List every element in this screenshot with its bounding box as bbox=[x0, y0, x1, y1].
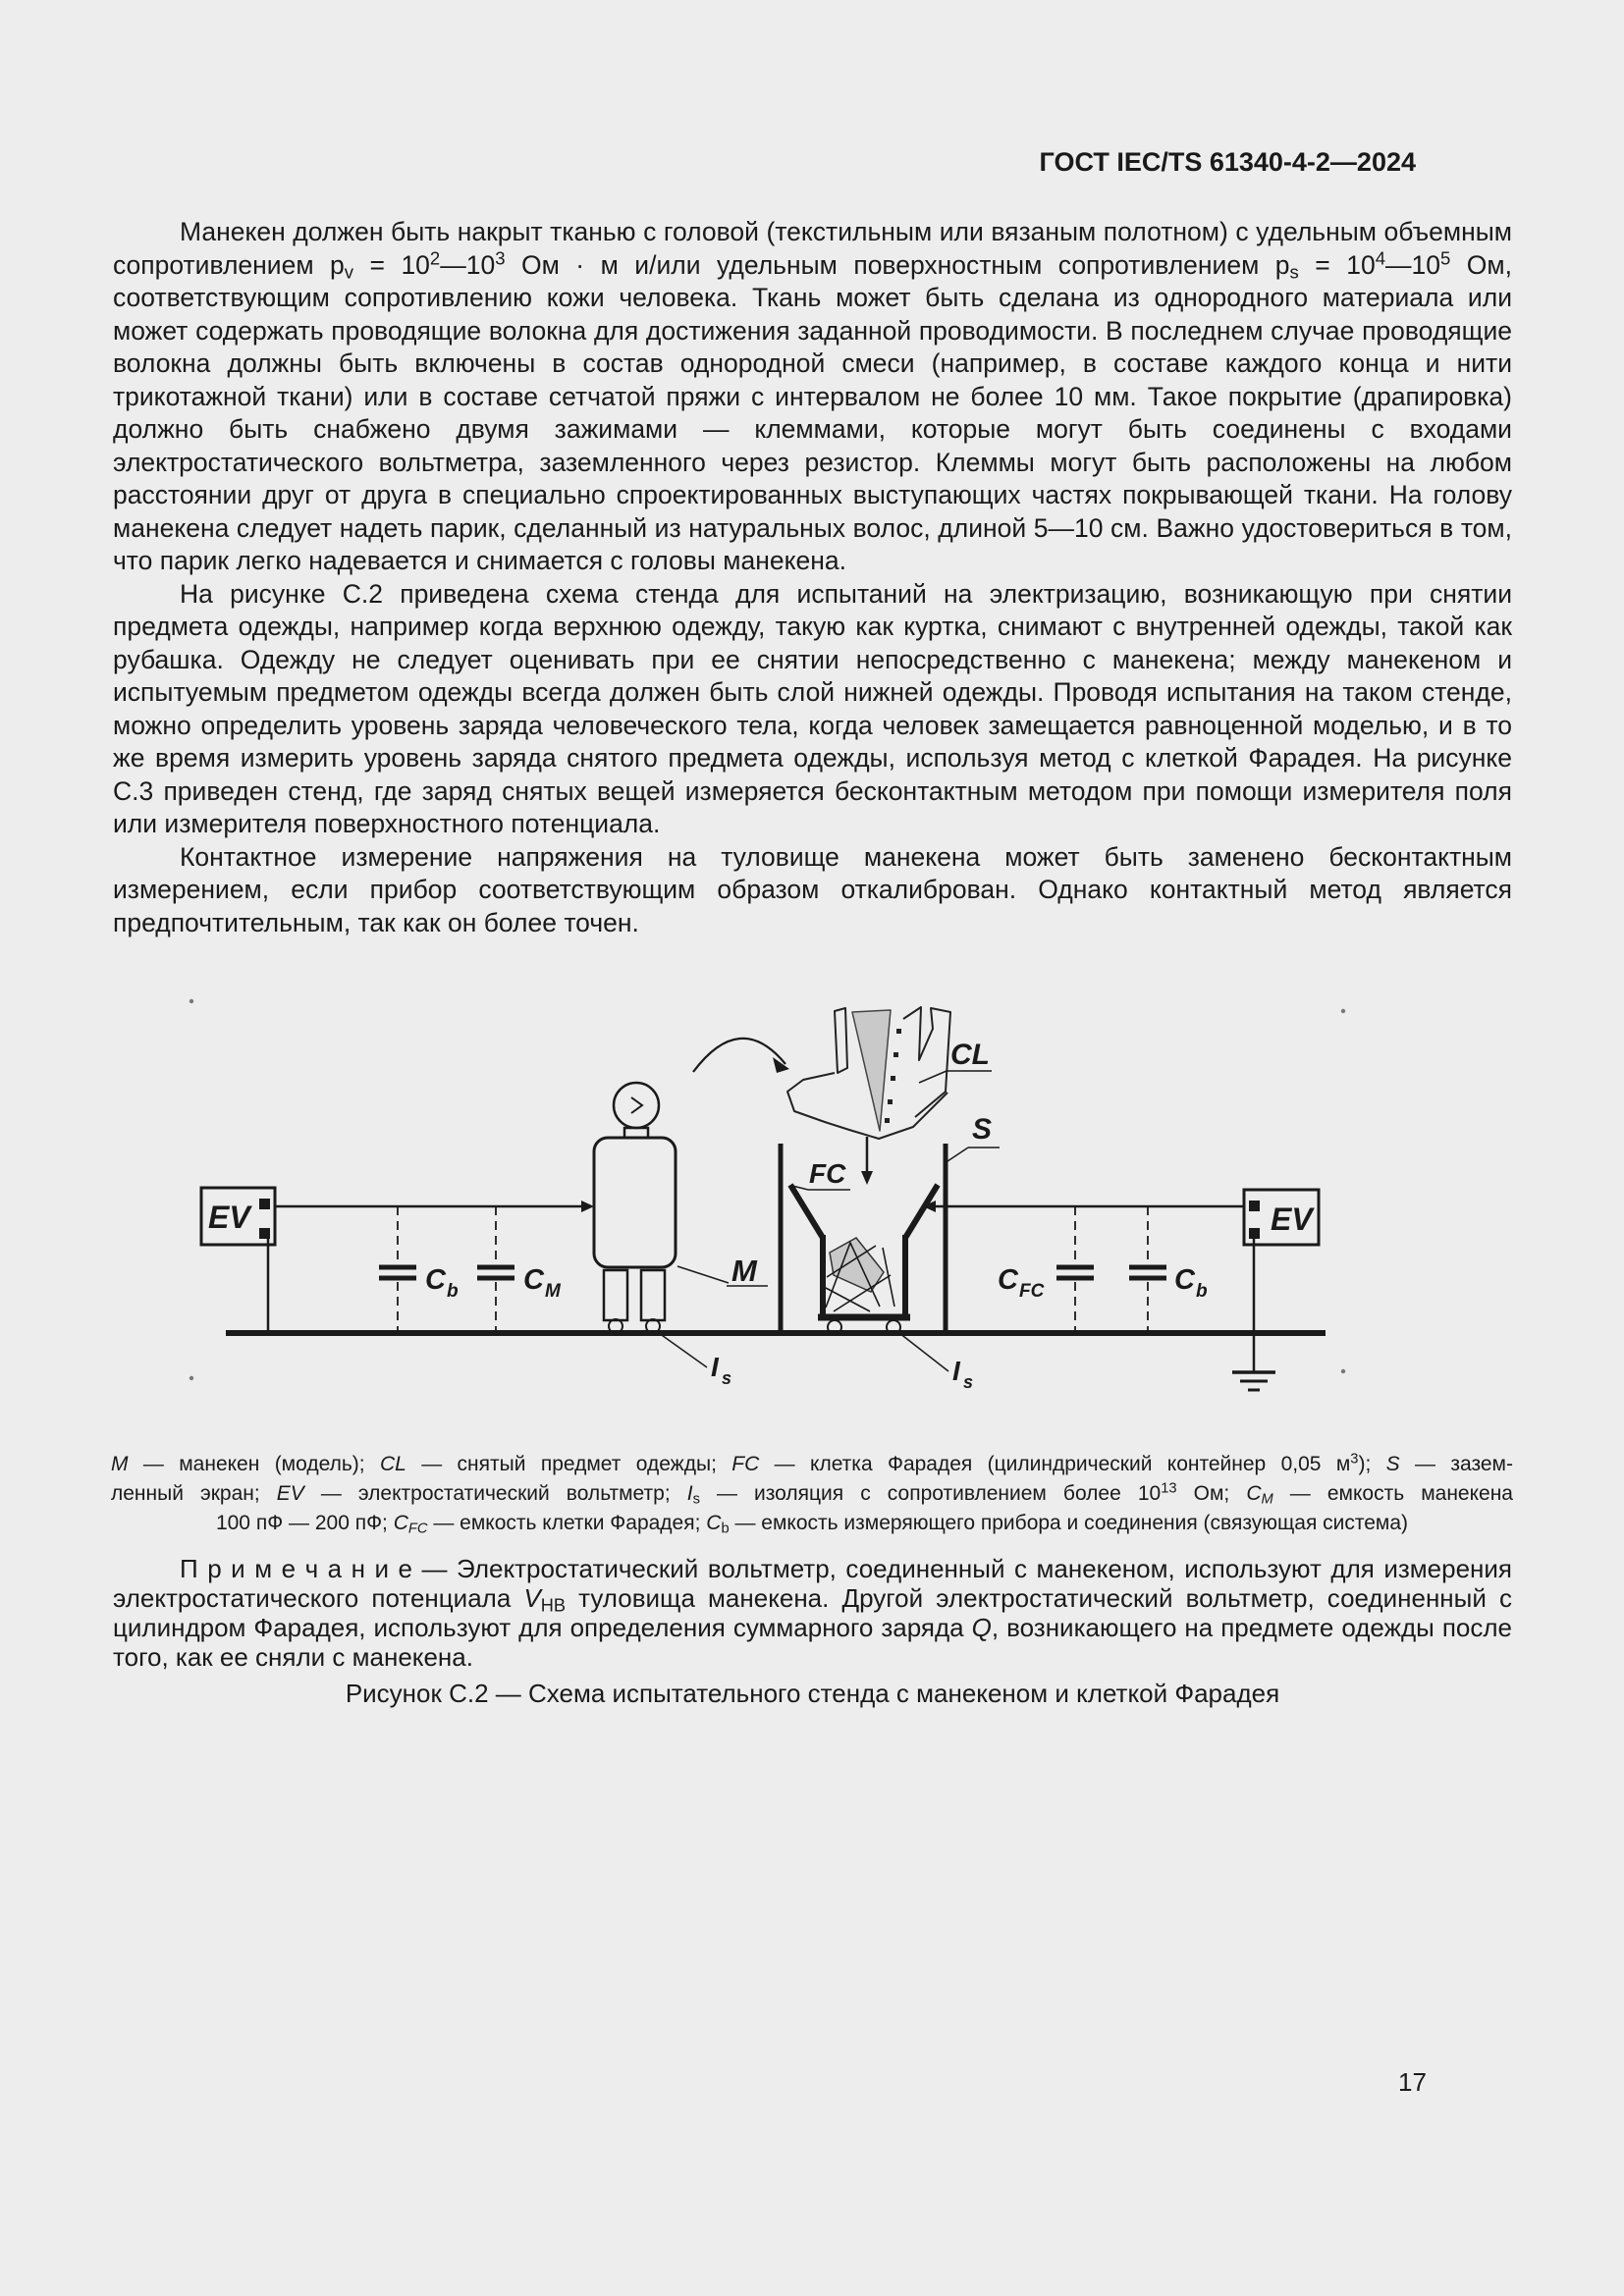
cb-label: C bbox=[425, 1264, 446, 1296]
figure-legend bbox=[111, 1450, 1513, 1538]
paragraph-2: На рисунке С.2 приведена схема стенда для испытаний на электризацию, возникающую при снятии предмета одежды, например когда верхнюю одежду, такую как куртка, снимают с внутренней одежды, такой как рубашка. Одежду не следует оценивать при ее снятии непосредственно с манекена; между манекеном и испытуемым предметом одежды всегда должен быть слой нижней одежды. Проводя испытания на таком стенде, можно определить уровень заряда человеческого тела, когда человек замещается равноценной моделью, и в то же время измерить уровень заряда снятого предмета одежды, используя метод с клеткой Фарадея. На рисунке С.3 приведен стенд, где заряд снятых вещей измеряется бесконтактным методом при помощи измерителя поля или измерителя поверхностного потенциала. bbox=[113, 578, 1512, 838]
scan-dot bbox=[189, 1376, 193, 1380]
clothing-panel bbox=[835, 1008, 847, 1073]
cm-label-sub: M bbox=[545, 1281, 561, 1302]
insulation-label-left-sub: s bbox=[722, 1368, 732, 1388]
removed-clothing-drawing bbox=[787, 1007, 950, 1139]
note-block bbox=[113, 1554, 1512, 1672]
wire-arrowhead-icon bbox=[581, 1201, 594, 1212]
mannequin-leg bbox=[604, 1270, 627, 1320]
insulation-label-left: I bbox=[711, 1352, 719, 1382]
paragraph-3: Контактное измерение напряжения на туловище манекена может быть заменено бесконтактным измерением, если прибор соответствующим образом откалиброван. Однако контактный метод является предпочтительным, так как он более точен. bbox=[113, 841, 1512, 937]
cm-label: C bbox=[523, 1264, 544, 1296]
insulation-label-right-sub: s bbox=[963, 1372, 974, 1392]
faraday-label: FC bbox=[809, 1158, 846, 1189]
clothing-button bbox=[888, 1099, 893, 1104]
test-stand-diagram bbox=[147, 982, 1404, 1404]
figure-caption: Рисунок С.2 — Схема испытательного стенда с манекеном и клеткой Фарадея bbox=[345, 1679, 1280, 1708]
scan-dot bbox=[1341, 1369, 1345, 1373]
clothing-fold-line bbox=[883, 1248, 894, 1307]
document-number-header: ГОСТ IEC/TS 61340-4-2—2024 bbox=[1039, 147, 1416, 177]
voltmeter-label-right: EV bbox=[1271, 1201, 1313, 1237]
clothing-sleeve bbox=[903, 1007, 950, 1117]
clothing-button bbox=[896, 1029, 901, 1034]
mannequin-label: M bbox=[731, 1254, 757, 1288]
insulation-label-right: I bbox=[952, 1356, 960, 1386]
clothing-button bbox=[891, 1076, 895, 1081]
clothing-shaded-panel bbox=[852, 1010, 891, 1131]
clothing-button bbox=[893, 1052, 898, 1057]
clothing-button bbox=[885, 1118, 890, 1123]
terminal-icon bbox=[1249, 1201, 1260, 1211]
terminal-icon bbox=[259, 1199, 270, 1209]
faraday-cup-flare bbox=[905, 1185, 938, 1238]
cb2-label-sub: b bbox=[1196, 1281, 1208, 1302]
legend-line: ленный экран; EV — электростатический вольтметр; $I_s$ — изоляция с сопротивлением более $10^{13}$ Ом; $C_M$ — емкость манекена bbox=[111, 1480, 1513, 1508]
mannequin-torso bbox=[594, 1138, 676, 1267]
cb-label-sub: b bbox=[447, 1281, 459, 1302]
mannequin-leg bbox=[641, 1270, 665, 1320]
voltmeter-label-left: EV bbox=[208, 1200, 250, 1235]
legend-line: 100 пФ — 200 пФ; $C_{FC}$ — емкость клетки Фарадея; $C_b$ — емкость измеряющего прибора и соединения (связующая система) bbox=[215, 1512, 1409, 1537]
insulation-leader-left bbox=[659, 1333, 707, 1367]
insulation-leader-right bbox=[899, 1333, 948, 1371]
mannequin-head bbox=[614, 1083, 659, 1128]
toss-arc-arrow bbox=[693, 1039, 785, 1072]
clothing-label-leader bbox=[919, 1071, 947, 1083]
cb2-label: C bbox=[1174, 1264, 1195, 1296]
clothing-hem bbox=[787, 1073, 947, 1139]
clothing-fold-line bbox=[826, 1288, 870, 1311]
paragraph-1: Манекен должен быть накрыт тканью с головой (текстильным или вязаным полотном) с удельным объемным сопротивлением $p_v$ = $10^2—10^3$ Ом · м и/или удельным поверхностным сопротивлением $p_s$ = $10^4—10^5$ Ом, соответствующим сопротивлению кожи человека. Ткань может быть сделана из однородного материала или может содержать проводящие волокна для достижения заданной проводимости. В последнем случае проводящие волокна должны быть включены в состав однородной смеси (например, в составе каждого конца и нити трикотажной ткани) или в составе сетчатой пряжи с интервалом не более 10 мм. Такое покрытие (драпировка) должно быть снабжено двумя зажимами — клеммами, которые могут быть соединены с входами электростатического вольтметра, заземленного через резистор. Клеммы могут быть расположены на любом расстоянии друг от друга в специально спроектированных выступающих частях покрывающей ткани. На голову манекена следует надеть парик, сделанный из натуральных волос, длиной 5—10 см. Важно удостовериться в том, что парик легко надевается и снимается с головы манекена. bbox=[113, 217, 1512, 575]
cfc-label: C bbox=[998, 1264, 1018, 1296]
terminal-icon bbox=[259, 1228, 270, 1239]
faraday-cup-flare bbox=[790, 1185, 823, 1238]
page-number: 17 bbox=[1398, 2067, 1427, 2097]
cfc-label-sub: FC bbox=[1019, 1281, 1045, 1302]
screen-label-leader bbox=[947, 1148, 968, 1161]
legend-line: М — манекен (модель); CL — снятый предмет одежды; FC — клетка Фарадея (цилиндрический контейнер 0,05 $м^3$); S — зазем- bbox=[111, 1451, 1513, 1475]
mannequin-label-leader bbox=[677, 1266, 729, 1283]
body-text bbox=[113, 216, 1512, 939]
screen-label: S bbox=[972, 1113, 993, 1146]
scan-dot bbox=[189, 999, 193, 1003]
clothing-label: CL bbox=[950, 1039, 990, 1071]
terminal-icon bbox=[1249, 1228, 1260, 1239]
mannequin-face-mark bbox=[631, 1097, 642, 1113]
scan-dot bbox=[1341, 1009, 1345, 1013]
note-paragraph: П р и м е ч а н и е — Электростатический вольтметр, соединенный с манекеном, используют для измерения электростатического потенциала $V_{HB}$ туловища манекена. Другой электростатический вольтметр, соединенный с цилиндром Фарадея, используют для определения суммарного заряда Q, возникающего на предмете одежды после того, как ее сняли с манекена. bbox=[113, 1554, 1513, 1672]
drop-arrowhead-icon bbox=[861, 1171, 873, 1185]
